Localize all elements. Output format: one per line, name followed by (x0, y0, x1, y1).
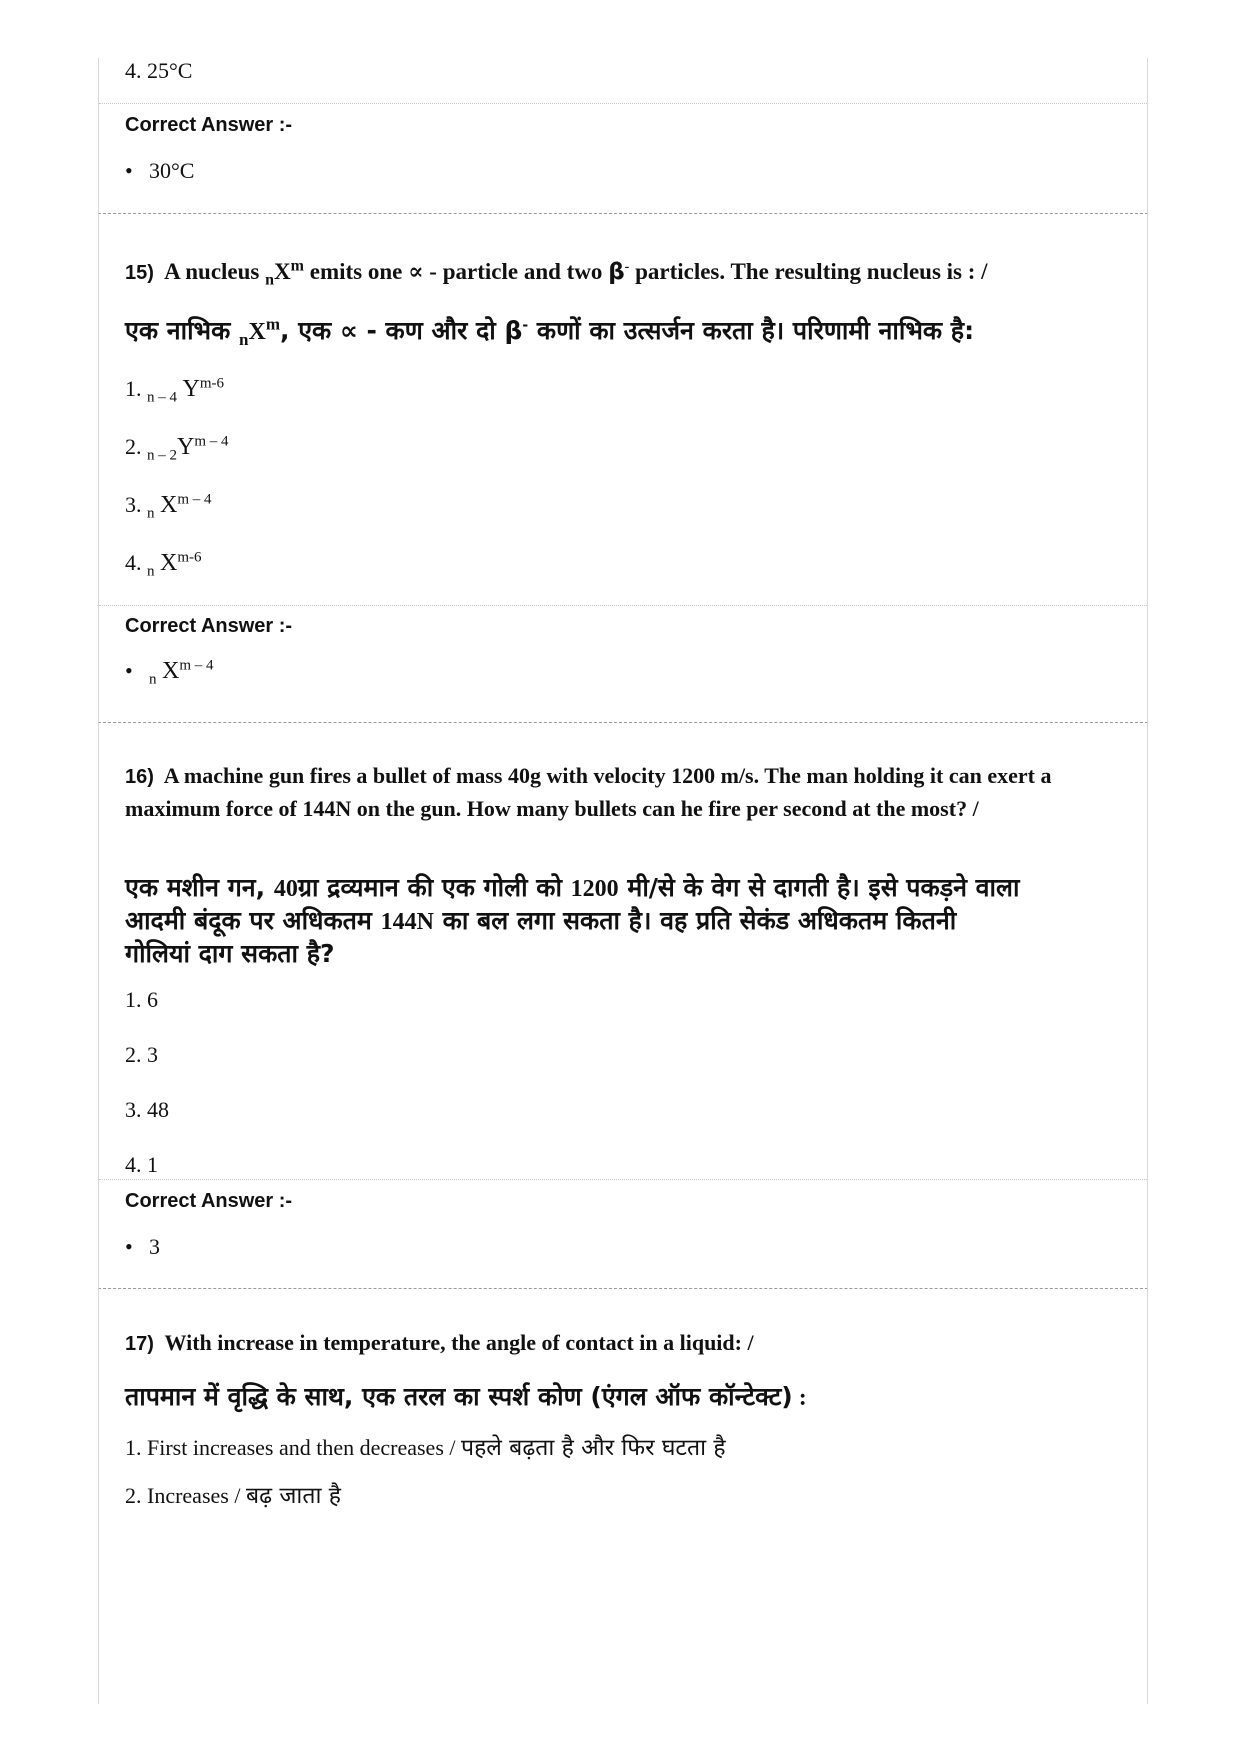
q15-english (125, 255, 1125, 290)
q16-hi-line-2 (125, 905, 1125, 938)
hi-text: ग्रा द्रव्यमान की एक गोली को (297, 873, 571, 902)
q16-number: 16) (125, 766, 154, 788)
q15-option-1 (125, 375, 225, 406)
correct-answer-row (125, 657, 214, 688)
bullet: • (125, 1234, 133, 1259)
option-hindi: बढ़ जाता है (245, 1483, 341, 1509)
q15-hindi (125, 314, 1125, 349)
option-subscript: n (147, 505, 155, 522)
question-separator (98, 213, 1148, 214)
option-hindi: पहले बढ़ता है और फिर घटता है (461, 1435, 726, 1461)
option-number: 1. (125, 376, 142, 401)
hi-text: मी/से के वेग से दागती है। इसे पकड़ने वाला (618, 873, 1020, 902)
correct-answer-value: 3 (149, 1234, 160, 1259)
correct-answer-subscript: n (149, 671, 157, 688)
q15-hi-x: X (248, 319, 266, 345)
option-subscript: n – 2 (147, 447, 177, 464)
q17-option-2 (125, 1478, 341, 1510)
q15-en-n: n (265, 271, 275, 289)
hi-text: का बल लगा सकता है। वह प्रति सेकंड अधिकतम कितनी (433, 906, 957, 935)
hi-text: एक मशीन गन, (125, 873, 274, 902)
prev-option-4: 4. 25°C (125, 58, 193, 83)
option-superscript: m-6 (177, 549, 202, 566)
q15-number: 15) (125, 262, 154, 284)
q15-en-prefix: A nucleus (164, 259, 266, 284)
correct-answer-label: Correct Answer :- (125, 1190, 293, 1212)
question-separator (98, 722, 1148, 723)
option-number: 2. (125, 434, 142, 459)
option-superscript: m-6 (199, 375, 225, 392)
q16-option-2: 2. 3 (125, 1042, 158, 1067)
q15-en-minus: - (624, 259, 630, 275)
q17-hindi (125, 1380, 1125, 1415)
q15-hi-minus: - (522, 317, 529, 334)
option-english: 1. First increases and then decreases / (125, 1435, 461, 1460)
q15-hi-mid: , एक ∝ - कण और दो (280, 316, 505, 345)
q15-en-mid: emits one ∝ - particle and two (303, 259, 609, 284)
option-number: 3. (125, 492, 142, 517)
hi-number: 1200 (570, 876, 619, 902)
correct-answer-symbol: X (162, 658, 180, 684)
q16-english (125, 760, 1125, 825)
correct-answer-row (125, 1234, 160, 1260)
q15-en-m: m (290, 257, 304, 275)
q15-option-4 (125, 549, 202, 580)
correct-answer-label: Correct Answer :- (125, 114, 293, 136)
hi-number: 40 (273, 876, 298, 902)
correct-answer-value: 30°C (149, 158, 195, 183)
q17-hi-text: तापमान में वृद्धि के साथ, एक तरल का स्पर्श कोण (एंगल ऑफ कॉन्टेक्ट) (125, 1382, 793, 1411)
option-subscript: n – 4 (147, 389, 177, 406)
option-superscript: m – 4 (177, 491, 212, 508)
q15-en-suffix: particles. The resulting nucleus is : / (629, 259, 988, 284)
bullet: • (125, 658, 133, 683)
q17-hi-colon: : (792, 1385, 807, 1411)
correct-answer-label: Correct Answer :- (125, 615, 293, 637)
q17-english (125, 1326, 1125, 1361)
option-subscript: n (147, 563, 155, 580)
question-paper-page (98, 58, 1148, 1704)
q16-hindi (125, 872, 1125, 970)
q15-en-beta: β (608, 259, 625, 285)
option-symbol: X (160, 492, 178, 518)
question-separator (98, 1288, 1148, 1289)
q16-option-3: 3. 48 (125, 1097, 169, 1122)
q17-number: 17) (125, 1333, 154, 1355)
q17-option-1 (125, 1430, 726, 1462)
hi-text: आदमी बंदूक पर अधिकतम (125, 906, 381, 935)
option-symbol: X (160, 550, 178, 576)
hi-number: 144N (380, 909, 434, 935)
divider (99, 605, 1147, 606)
q15-hi-m: m (265, 314, 281, 334)
q15-hi-suffix: कणों का उत्सर्जन करता है। परिणामी नाभिक है: (528, 316, 975, 345)
divider (99, 103, 1147, 104)
q16-option-1: 1. 6 (125, 987, 158, 1012)
option-symbol: Y (177, 434, 195, 460)
q16-option-4: 4. 1 (125, 1152, 158, 1177)
bullet: • (125, 158, 133, 183)
divider (99, 1179, 1147, 1180)
option-symbol: Y (182, 376, 200, 402)
q15-hi-n: n (239, 330, 249, 349)
q15-hi-beta: β (504, 316, 523, 345)
q15-option-2 (125, 433, 229, 464)
q15-en-x: X (274, 259, 291, 284)
q16-hi-line-1 (125, 872, 1125, 905)
q16-en-text: A machine gun fires a bullet of mass 40g with velocity 1200 m/s. The man holding it can exert a maximum force of 144N on the gun. How many bullets can he fire per second at the most? / (125, 763, 1052, 821)
option-number: 4. (125, 550, 142, 575)
q15-option-3 (125, 491, 212, 522)
option-superscript: m – 4 (194, 433, 229, 450)
option-english: 2. Increases / (125, 1483, 246, 1508)
q15-hi-prefix: एक नाभिक (125, 316, 240, 345)
q17-en-text: With increase in temperature, the angle of contact in a liquid: / (164, 1330, 754, 1355)
q16-hi-line-3: गोलियां दाग सकता है? (125, 939, 335, 968)
correct-answer-row (125, 158, 194, 184)
correct-answer-superscript: m – 4 (179, 657, 214, 674)
